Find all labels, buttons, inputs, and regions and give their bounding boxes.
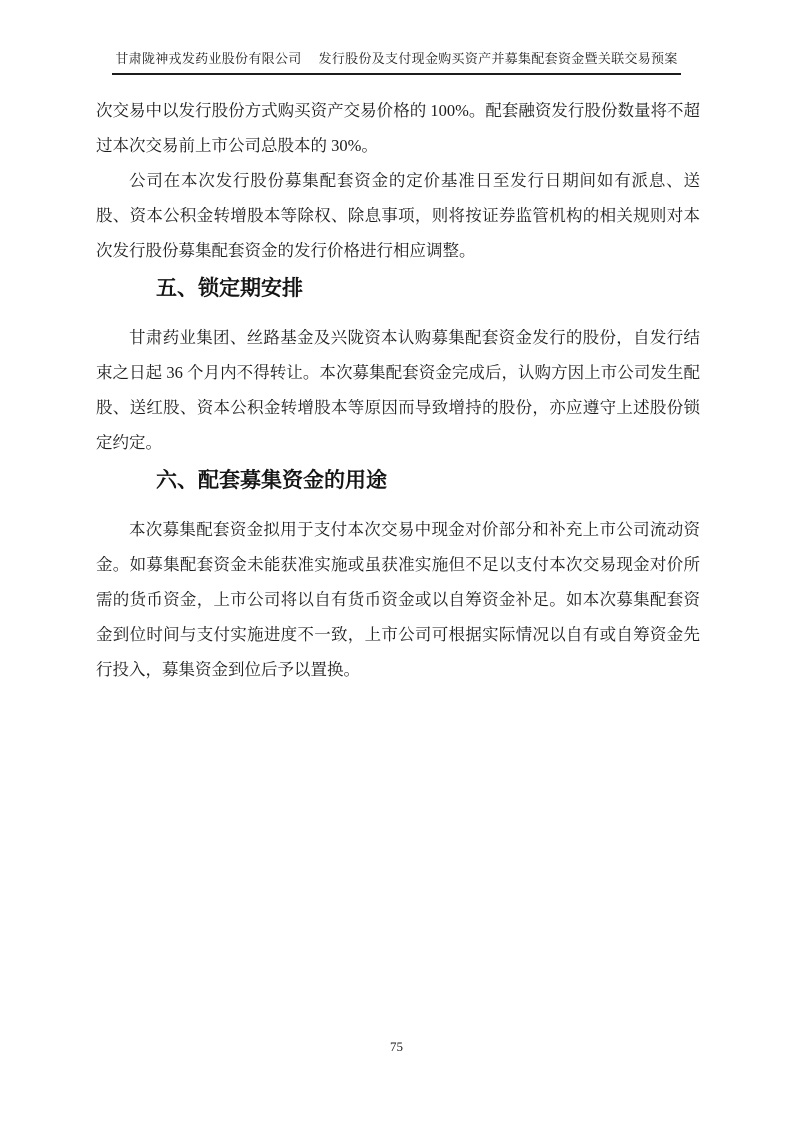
paragraph-issue-ratio: 次交易中以发行股份方式购买资产交易价格的 100%。配套融资发行股份数量将不超过本次交易前上市公司总股本的 30%。: [96, 101, 700, 155]
header-company-name: 甘肃陇神戎发药业股份有限公司: [115, 51, 302, 66]
page-footer: [0, 1039, 793, 1055]
page-header: [0, 50, 793, 75]
page-number: 75: [390, 1039, 403, 1054]
paragraph-use-of-proceeds: 本次募集配套资金拟用于支付本次交易中现金对价部分和补充上市公司流动资金。如募集配套资金未能获准实施或虽获准实施但不足以支付本次交易现金对价所需的货币资金，上市公司将以自有货币资金或以自筹资金补足。如本次募集配套资金到位时间与支付实施进度不一致，上市公司可根据实际情况以自有或自筹资金先行投入，募集资金到位后予以置换。: [96, 520, 700, 679]
header-document-title: 发行股份及支付现金购买资产并募集配套资金暨关联交易预案: [318, 51, 678, 66]
section-heading-use-of-proceeds: 六、配套募集资金的用途: [156, 469, 387, 492]
section-heading-lockup-arrangement: 五、锁定期安排: [156, 277, 303, 300]
paragraph-lockup-arrangement: 甘肃药业集团、丝路基金及兴陇资本认购募集配套资金发行的股份，自发行结束之日起 36 个月内不得转让。本次募集配套资金完成后，认购方因上市公司发生配股、送红股、资本公积金转增股本等原因而导致增持的股份，亦应遵守上述股份锁定约定。: [96, 328, 700, 452]
paragraph-price-adjustment: 公司在本次发行股份募集配套资金的定价基准日至发行日期间如有派息、送股、资本公积金转增股本等除权、除息事项，则将按证券监管机构的相关规则对本次发行股份募集配套资金的发行价格进行相应调整。: [96, 171, 700, 260]
header-running-title: [112, 51, 680, 75]
document-body: [96, 93, 700, 687]
